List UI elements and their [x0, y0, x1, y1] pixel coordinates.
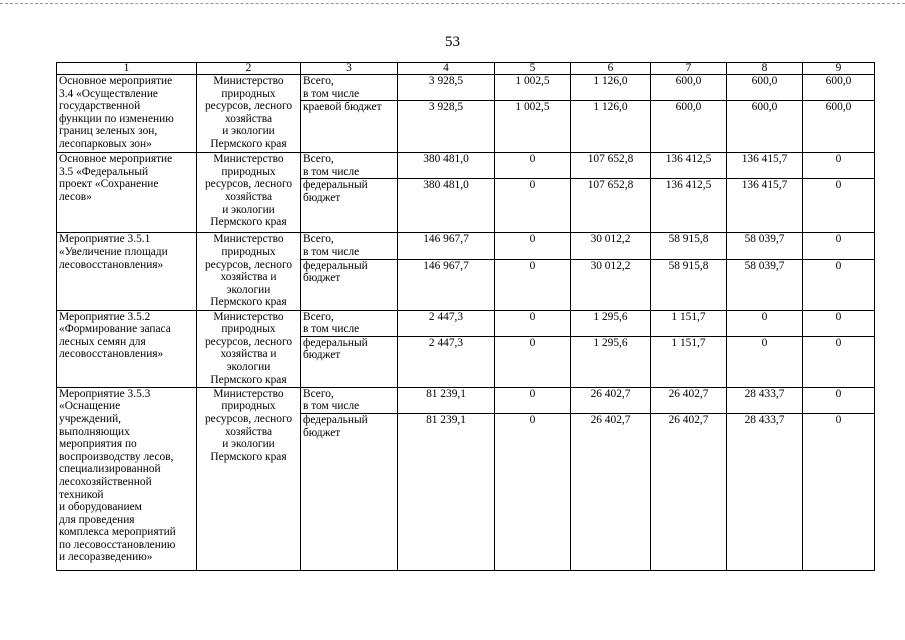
- value-cell: 600,0: [651, 101, 727, 153]
- value-cell: 26 402,7: [651, 413, 727, 570]
- activity-name-line: Основное мероприятие: [59, 153, 173, 166]
- value-cell: 0: [803, 413, 875, 570]
- header-cell: 2: [197, 63, 301, 75]
- header-cell: 5: [495, 63, 571, 75]
- value-cell: 58 915,8: [651, 259, 727, 310]
- value-cell: 28 433,7: [727, 413, 803, 570]
- value-cell: 136 415,7: [727, 153, 803, 179]
- header-cell: 9: [803, 63, 875, 75]
- executor-line: и экологии: [222, 125, 275, 138]
- value-cell: 0: [495, 310, 571, 336]
- activity-name-line: специализированной: [59, 463, 161, 476]
- activity-name-line: лесохозяйственной: [59, 475, 152, 488]
- executor-line: Пермского края: [210, 216, 287, 229]
- value-cell: 3 928,5: [398, 101, 495, 153]
- activity-name-line: Мероприятие 3.5.2: [59, 310, 151, 323]
- activity-name-line: мероприятия по: [59, 438, 137, 451]
- activity-name-line: «Увеличение площади: [59, 245, 168, 258]
- executor-line: хозяйства и: [220, 271, 277, 284]
- value-cell: 380 481,0: [398, 179, 495, 233]
- activity-name-cell: [57, 75, 197, 153]
- value-cell: 2 447,3: [398, 336, 495, 387]
- table-row-total: [57, 75, 875, 101]
- value-cell: 146 967,7: [398, 233, 495, 259]
- activity-name-line: 3.4 «Осуществление: [59, 87, 158, 100]
- funding-source-cell: [301, 101, 398, 153]
- header-cell: 7: [651, 63, 727, 75]
- activity-name-line: и оборудованием: [59, 501, 142, 514]
- value-cell: 0: [803, 336, 875, 387]
- executor-line: природных: [221, 323, 276, 336]
- funding-source-cell: [301, 153, 398, 179]
- value-cell: 0: [803, 233, 875, 259]
- value-cell: 0: [803, 179, 875, 233]
- funding-source-cell: [301, 179, 398, 233]
- executor-line: природных: [221, 400, 276, 413]
- value-cell: 380 481,0: [398, 153, 495, 179]
- value-cell: 0: [727, 336, 803, 387]
- value-cell: 0: [495, 153, 571, 179]
- value-cell: 0: [803, 259, 875, 310]
- value-cell: 0: [727, 310, 803, 336]
- top-border-line: [0, 3, 905, 4]
- value-cell: 600,0: [727, 75, 803, 101]
- funding-source-text: федеральный бюджет: [303, 179, 368, 204]
- activity-name-line: лесовосстановления»: [59, 348, 164, 361]
- executor-line: Пермского края: [210, 137, 287, 150]
- value-cell: 2 447,3: [398, 310, 495, 336]
- funding-source-text: федеральный бюджет: [303, 336, 368, 362]
- value-cell: 1 295,6: [571, 336, 651, 387]
- value-cell: 136 412,5: [651, 153, 727, 179]
- activity-name-line: лесовосстановления»: [59, 258, 164, 271]
- value-cell: 58 915,8: [651, 233, 727, 259]
- activity-name-line: лесов»: [59, 190, 92, 203]
- header-cell: 4: [398, 63, 495, 75]
- activity-name-line: по лесовосстановлению: [59, 538, 176, 551]
- value-cell: 600,0: [803, 75, 875, 101]
- executor-line: ресурсов, лесного: [204, 412, 293, 425]
- value-cell: 26 402,7: [571, 387, 651, 413]
- funding-source-cell: [301, 233, 398, 259]
- executor-line: хозяйства: [224, 190, 273, 203]
- value-cell: 0: [495, 259, 571, 310]
- funding-source-text: Всего, в том числе: [303, 310, 360, 336]
- executor-line: ресурсов, лесного: [204, 335, 293, 348]
- value-cell: 81 239,1: [398, 387, 495, 413]
- value-cell: 0: [803, 310, 875, 336]
- executor-line: ресурсов, лесного: [204, 178, 293, 191]
- executor-line: Министерство: [213, 233, 284, 246]
- activity-name-cell: [57, 387, 197, 570]
- value-cell: 28 433,7: [727, 387, 803, 413]
- activity-name-line: лесопарковых зон»: [59, 137, 152, 150]
- funding-source-text: федеральный бюджет: [303, 259, 368, 285]
- activity-name-line: проект «Сохранение: [59, 178, 159, 191]
- executor-line: природных: [221, 245, 276, 258]
- funding-source-cell: [301, 413, 398, 570]
- value-cell: 3 928,5: [398, 75, 495, 101]
- value-cell: 26 402,7: [651, 387, 727, 413]
- funding-source-cell: [301, 336, 398, 387]
- funding-source-text: Всего, в том числе: [303, 75, 360, 100]
- funding-source-cell: [301, 310, 398, 336]
- executor-line: ресурсов, лесного: [204, 258, 293, 271]
- page-number: 53: [445, 34, 460, 50]
- value-cell: 107 652,8: [571, 179, 651, 233]
- executor-line: Министерство: [213, 387, 284, 400]
- executor-line: природных: [221, 87, 276, 100]
- activity-name-line: комплекса мероприятий: [59, 526, 176, 539]
- activity-name-line: воспроизводству лесов,: [59, 450, 174, 463]
- executor-line: Пермского края: [210, 373, 287, 386]
- value-cell: 146 967,7: [398, 259, 495, 310]
- header-cell: 6: [571, 63, 651, 75]
- executor-line: ресурсов, лесного: [204, 100, 293, 113]
- executor-line: и экологии: [222, 203, 275, 216]
- activity-name-line: «Формирование запаса: [59, 323, 171, 336]
- funding-source-text: Всего, в том числе: [303, 153, 360, 178]
- value-cell: 1 295,6: [571, 310, 651, 336]
- value-cell: 1 002,5: [495, 101, 571, 153]
- executor-cell: [197, 233, 301, 310]
- value-cell: 136 412,5: [651, 179, 727, 233]
- table-row-total: [57, 233, 875, 259]
- funding-source-text: федеральный бюджет: [303, 413, 368, 439]
- activity-name-line: функции по изменению: [59, 112, 174, 125]
- funding-source-text: Всего, в том числе: [303, 387, 360, 413]
- value-cell: 58 039,7: [727, 259, 803, 310]
- activity-name-line: «Оснащение: [59, 400, 121, 413]
- header-cell: 1: [57, 63, 197, 75]
- value-cell: 600,0: [803, 101, 875, 153]
- executor-line: хозяйства: [224, 112, 273, 125]
- table-body: [57, 75, 875, 571]
- activity-name-line: выполняющих: [59, 425, 130, 438]
- header-row: [57, 63, 875, 75]
- header-cell: 8: [727, 63, 803, 75]
- activity-name-cell: [57, 153, 197, 233]
- executor-cell: [197, 387, 301, 570]
- value-cell: 136 415,7: [727, 179, 803, 233]
- executor-cell: [197, 75, 301, 153]
- value-cell: 0: [803, 387, 875, 413]
- header-cell: 3: [301, 63, 398, 75]
- activity-name-line: государственной: [59, 100, 141, 113]
- funding-source-text: краевой бюджет: [303, 101, 382, 114]
- value-cell: 0: [495, 179, 571, 233]
- executor-line: Пермского края: [210, 296, 287, 309]
- executor-line: экологии: [226, 283, 271, 296]
- executor-line: Пермского края: [210, 450, 287, 463]
- activity-name-cell: [57, 233, 197, 310]
- value-cell: 0: [495, 233, 571, 259]
- program-table: [56, 62, 875, 571]
- table-row-total: [57, 310, 875, 336]
- value-cell: 30 012,2: [571, 259, 651, 310]
- value-cell: 26 402,7: [571, 413, 651, 570]
- value-cell: 0: [803, 153, 875, 179]
- value-cell: 30 012,2: [571, 233, 651, 259]
- value-cell: 1 126,0: [571, 75, 651, 101]
- activity-name-line: Мероприятие 3.5.3: [59, 387, 151, 400]
- activity-name-line: учреждений,: [59, 412, 122, 425]
- executor-line: Министерство: [213, 75, 284, 87]
- executor-line: хозяйства: [224, 425, 273, 438]
- funding-source-cell: [301, 259, 398, 310]
- executor-line: Министерство: [213, 153, 284, 166]
- executor-line: хозяйства и: [220, 348, 277, 361]
- value-cell: 600,0: [651, 75, 727, 101]
- executor-line: и экологии: [222, 438, 275, 451]
- table-row-total: [57, 387, 875, 413]
- activity-name-line: и лесоразведению»: [59, 551, 153, 564]
- funding-source-cell: [301, 75, 398, 101]
- activity-name-line: Основное мероприятие: [59, 75, 173, 87]
- funding-source-text: Всего, в том числе: [303, 233, 360, 258]
- funding-source-cell: [301, 387, 398, 413]
- activity-name-line: лесных семян для: [59, 335, 146, 348]
- value-cell: 0: [495, 336, 571, 387]
- value-cell: 1 151,7: [651, 310, 727, 336]
- executor-cell: [197, 153, 301, 233]
- activity-name-line: техникой: [59, 488, 104, 501]
- value-cell: 107 652,8: [571, 153, 651, 179]
- value-cell: 58 039,7: [727, 233, 803, 259]
- activity-name-line: для проведения: [59, 513, 135, 526]
- activity-name-line: границ зеленых зон,: [59, 125, 158, 138]
- executor-cell: [197, 310, 301, 387]
- executor-line: Министерство: [213, 310, 284, 323]
- value-cell: 1 126,0: [571, 101, 651, 153]
- value-cell: 1 002,5: [495, 75, 571, 101]
- table-row-total: [57, 153, 875, 179]
- activity-name-line: Мероприятие 3.5.1: [59, 233, 151, 246]
- value-cell: 600,0: [727, 101, 803, 153]
- value-cell: 0: [495, 387, 571, 413]
- value-cell: 0: [495, 413, 571, 570]
- executor-line: экологии: [226, 360, 271, 373]
- value-cell: 81 239,1: [398, 413, 495, 570]
- activity-name-cell: [57, 310, 197, 387]
- activity-name-line: 3.5 «Федеральный: [59, 165, 149, 178]
- executor-line: природных: [221, 165, 276, 178]
- value-cell: 1 151,7: [651, 336, 727, 387]
